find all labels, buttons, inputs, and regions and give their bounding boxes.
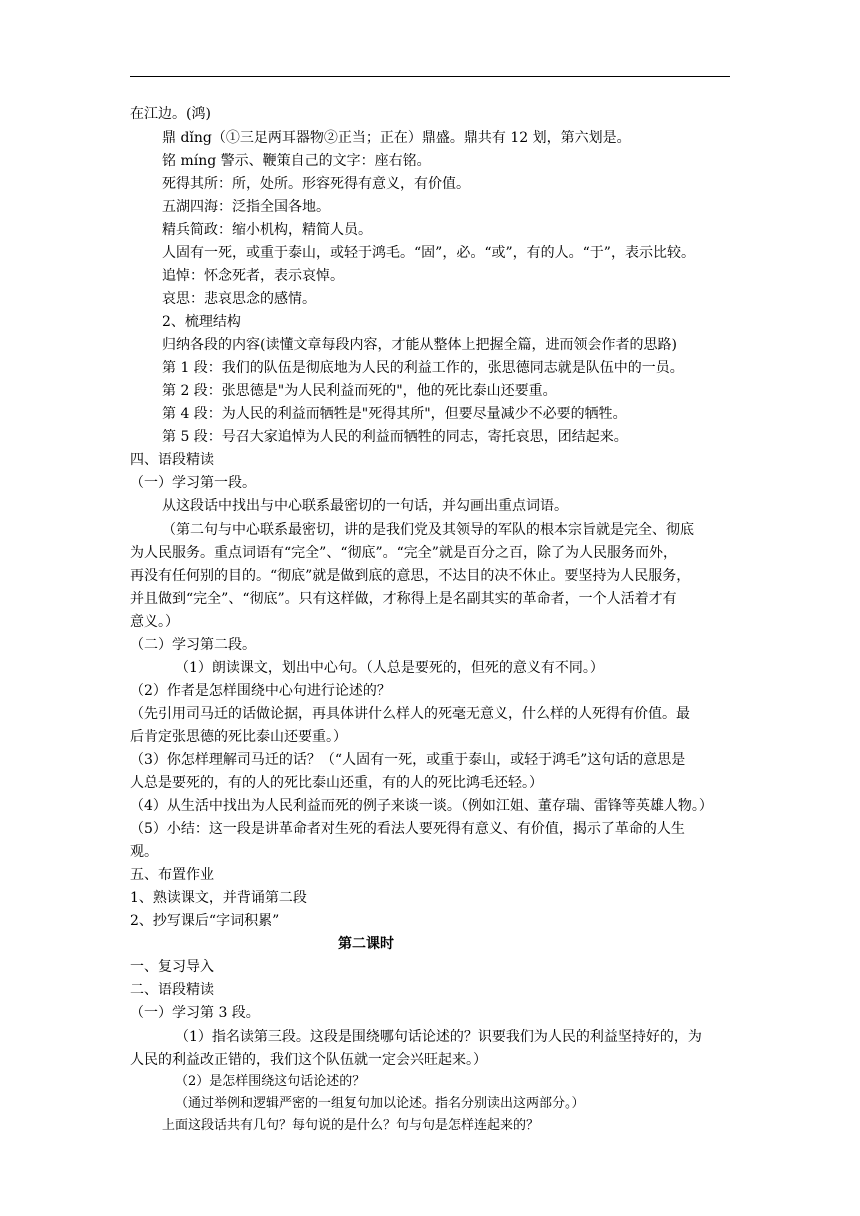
text-line: （1）朗读课文，划出中心句。（人总是要死的，但死的意义有不同。）	[175, 660, 604, 676]
text-line: 人固有一死，或重于泰山，或轻于鸿毛。“固”，必。“或”，有的人。“于”，表示比较。	[162, 245, 695, 261]
text-line: 死得其所：所，处所。形容死得有意义，有价值。	[162, 176, 470, 192]
text-line: （通过举例和逻辑严密的一组复句加以论述。指名分别读出这两部分。）	[175, 1096, 585, 1111]
lesson-title: 第二课时	[338, 936, 394, 952]
text-line: 2、抄写课后“字词积累”	[130, 913, 280, 929]
subsection-heading: （二）学习第二段。	[130, 637, 256, 653]
text-line: （第二句与中心联系最密切，讲的是我们党及其领导的军队的根本宗旨就是完全、彻底	[162, 522, 694, 538]
text-line: 1、熟读课文，并背诵第二段	[130, 890, 307, 906]
text-line: 人民的利益改正错的，我们这个队伍就一定会兴旺起来。）	[130, 1052, 487, 1068]
text-line: （2）作者是怎样围绕中心句进行论述的？	[130, 683, 391, 699]
text-line: 上面这段话共有几句？每句说的是什么？句与句是怎样连起来的？	[162, 1118, 540, 1133]
text-line: 五湖四海：泛指全国各地。	[162, 199, 330, 215]
text-line: 从这段话中找出与中心联系最密切的一句话，并勾画出重点词语。	[162, 498, 568, 514]
text-line: 再没有任何别的目的。“彻底”就是做到底的意思，不达目的决不休止。要坚持为人民服务，	[130, 568, 691, 584]
text-line: （3）你怎样理解司马迁的话？（“人固有一死，或重于泰山，或轻于鸿毛”这句话的意思是	[130, 752, 686, 768]
section-heading: 五、布置作业	[130, 867, 214, 883]
header-rule	[130, 76, 730, 77]
text-line: （先引用司马迁的话做论据，再具体讲什么样人的死毫无意义，什么样的人死得有价值。最	[130, 706, 690, 722]
text-line: 第 1 段：我们的队伍是彻底地为人民的利益工作的，张思德同志就是队伍中的一员。	[162, 360, 684, 376]
text-line: 精兵简政：缩小机构，精简人员。	[162, 222, 372, 238]
text-line: 铭 míng 警示、鞭策自己的文字：座右铭。	[162, 153, 431, 169]
text-line: （4）从生活中找出为人民利益而死的例子来谈一谈。（例如江姐、董存瑞、雷锋等英雄人物。）	[130, 798, 713, 814]
text-line: 并且做到“完全”、“彻底”。只有这样做，才称得上是名副其实的革命者，一个人活着才有	[130, 591, 677, 607]
section-heading: 四、语段精读	[130, 452, 214, 468]
section-heading: 二、语段精读	[130, 982, 214, 998]
text-line: 人总是要死的，有的人的死比泰山还重，有的人的死比鸿毛还轻。）	[130, 775, 543, 791]
text-line: 第 5 段：号召大家追悼为人民的利益而牺牲的同志，寄托哀思，团结起来。	[162, 429, 628, 445]
text-line: 归纳各段的内容(读懂文章每段内容，才能从整体上把握全篇，进而领会作者的思路)	[162, 337, 677, 353]
text-line: 哀思：悲哀思念的感情。	[162, 291, 316, 307]
text-line: 追悼：怀念死者，表示哀悼。	[162, 268, 344, 284]
text-line: （5）小结：这一段是讲革命者对生死的看法人要死得有意义、有价值，揭示了革命的人生	[130, 821, 685, 837]
section-heading: 一、复习导入	[130, 959, 214, 975]
text-line: （1）指名读第三段。这段是围绕哪句话论述的？识要我们为人民的利益坚持好的，为	[175, 1029, 702, 1045]
section-heading: 2、梳理结构	[162, 314, 241, 330]
text-line: 观。	[130, 844, 158, 860]
text-line: 鼎 dǐng（①三足两耳器物②正当；正在）鼎盛。鼎共有 12 划，第六划是。	[162, 130, 631, 146]
subsection-heading: （一）学习第 3 段。	[130, 1005, 260, 1021]
subsection-heading: （一）学习第一段。	[130, 475, 256, 491]
text-line: 第 4 段：为人民的利益而牺牲是"死得其所"，但要尽量减少不必要的牺牲。	[162, 406, 627, 422]
text-line: 为人民服务。重点词语有“完全”、“彻底”。“完全”就是百分之百，除了为人民服务而外，	[130, 545, 677, 561]
text-line: 后肯定张思德的死比泰山还要重。）	[130, 729, 347, 745]
text-line: 意义。）	[130, 614, 179, 630]
text-line: 在江边。(鸿)	[130, 106, 211, 122]
text-line: （2）是怎样围绕这句话论述的？	[175, 1074, 366, 1089]
text-line: 第 2 段：张思德是"为人民利益而死的"，他的死比泰山还要重。	[162, 383, 557, 399]
